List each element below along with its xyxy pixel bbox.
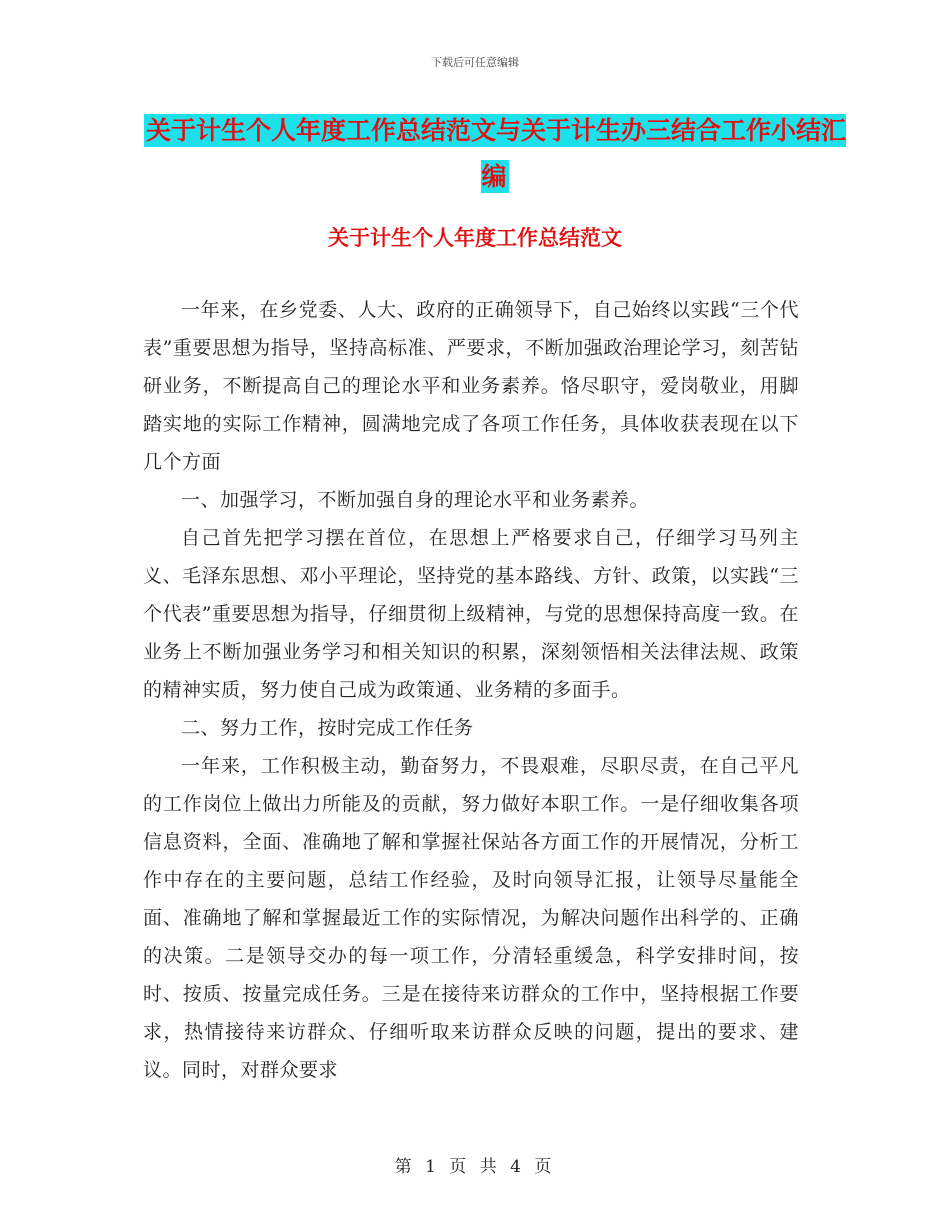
header-note: 下载后可任意编辑 bbox=[431, 56, 519, 69]
document-body bbox=[143, 291, 799, 1089]
paragraph: 一年来，工作积极主动，勤奋努力，不畏艰难，尽职尽责，在自己平凡的工作岗位上做出力所能及的贡献，努力做好本职工作。一是仔细收集各项信息资料，全面、准确地了解和掌握社保站各方面工作的开展情况，分析工作中存在的主要问题，总结工作经验，及时向领导汇报，让领导尽量能全面、准确地了解和掌握最近工作的实际情况，为解决问题作出科学的、正确的决策。二是领导交办的每一项工作，分清轻重缓急，科学安排时间，按时、按质、按量完成任务。三是在接待来访群众的工作中，坚持根据工作要求，热情接待来访群众、仔细听取来访群众反映的问题，提出的要求、建议。同时，对群众要求 bbox=[143, 755, 799, 1081]
document-title bbox=[140, 108, 850, 200]
paragraph: 一年来，在乡党委、人大、政府的正确领导下，自己始终以实践“三个代表”重要思想为指导，坚持高标准、严要求，不断加强政治理论学习，刻苦钻研业务，不断提高自己的理论水平和业务素养。恪尽职守，爱岗敬业，用脚踏实地的实际工作精神，圆满地完成了各项工作任务，具体收获表现在以下几个方面 bbox=[143, 299, 799, 473]
page-number: 第 1 页 共 4 页 bbox=[394, 1157, 556, 1177]
paragraph: 自己首先把学习摆在首位，在思想上严格要求自己，仔细学习马列主义、毛泽东思想、邓小平理论，坚持党的基本路线、方针、政策，以实践“三个代表”重要思想为指导，仔细贯彻上级精神，与党的思想保持高度一致。在业务上不断加强业务学习和相关知识的积累，深刻领悟相关法律法规、政策的精神实质，努力使自己成为政策通、业务精的多面手。 bbox=[143, 527, 799, 701]
paragraph-heading: 一、加强学习，不断加强自身的理论水平和业务素养。 bbox=[181, 489, 650, 511]
document-title-text: 关于计生个人年度工作总结范文与关于计生办三结合工作小结汇编 bbox=[145, 116, 846, 191]
paragraph-heading: 二、努力工作，按时完成工作任务 bbox=[181, 717, 474, 739]
section-title: 关于计生个人年度工作总结范文 bbox=[328, 226, 622, 250]
